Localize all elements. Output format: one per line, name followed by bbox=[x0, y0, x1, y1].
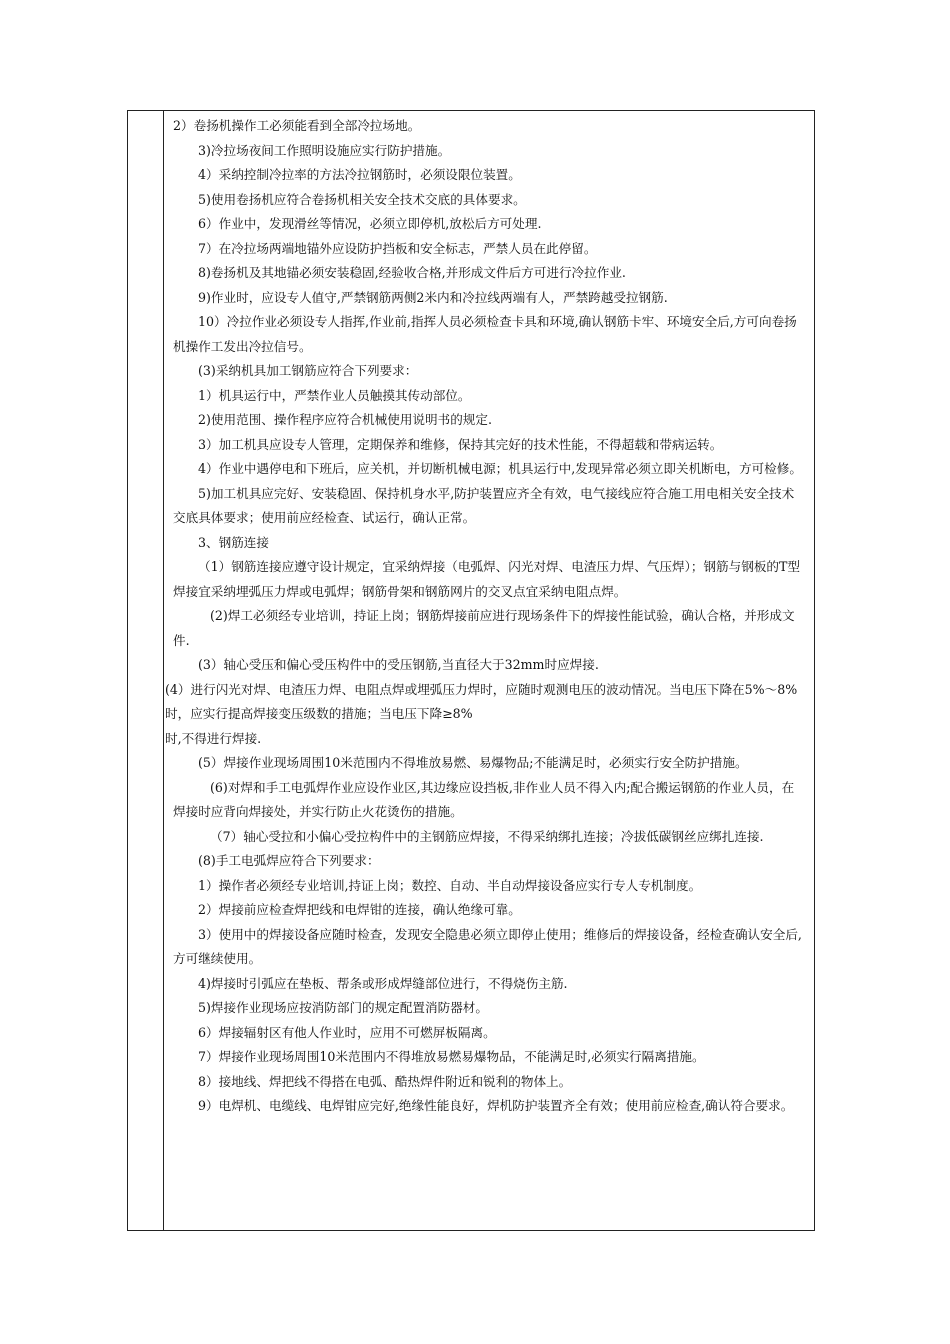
paragraph: 4）作业中遇停电和下班后，应关机，并切断机械电源；机具运行中,发现异常必须立即关机断电，方可检修。 bbox=[198, 461, 802, 476]
paragraph: 5)加工机具应完好、安装稳固、保持机身水平,防护装置应齐全有效，电气接线应符合施工用电相关安全技术交底具体要求；使用前应经检查、试运行，确认正常。 bbox=[173, 485, 795, 525]
left-column bbox=[128, 111, 164, 1230]
paragraph: 10）冷拉作业必须设专人指挥,作业前,指挥人员必须检查卡具和环境,确认钢筋卡牢、环境安全后,方可向卷扬机操作工发出冷拉信号。 bbox=[173, 314, 797, 354]
paragraph: 4)焊接时引弧应在垫板、帮条或形成焊缝部位进行，不得烧伤主筋. bbox=[198, 975, 568, 991]
paragraph: 2)使用范围、操作程序应符合机械使用说明书的规定. bbox=[198, 412, 492, 427]
paragraph: (4）进行闪光对焊、电渣压力焊、电阻点焊或埋弧压力焊时，应随时观测电压的波动情况。当电压下降在5%～8%时，应实行提高焊接变压级数的措施；当电压下降≥8% bbox=[165, 681, 798, 721]
paragraph: (5）焊接作业现场周围10米范围内不得堆放易燃、易爆物品;不能满足时，必须实行安全防护措施。 bbox=[198, 755, 748, 770]
paragraph: 9)作业时，应设专人值守,严禁钢筋两侧2米内和冷拉线两端有人，严禁跨越受拉钢筋. bbox=[198, 289, 668, 305]
paragraph: (3）轴心受压和偏心受压构件中的受压钢筋,当直径大于32mm时应焊接. bbox=[198, 657, 599, 672]
paragraph: （1）钢筋连接应遵守设计规定，宜采纳焊接（电弧焊、闪光对焊、电渣压力焊、气压焊）；钢筋与钢板的T型焊接宜采纳埋弧压力焊或电弧焊；钢筋骨架和钢筋网片的交叉点宜采纳电阻点焊。 bbox=[173, 559, 801, 599]
paragraph: 7）在冷拉场两端地锚外应设防护挡板和安全标志，严禁人员在此停留。 bbox=[198, 240, 597, 256]
paragraph: 8）接地线、焊把线不得搭在电弧、酷热焊件附近和锐利的物体上。 bbox=[198, 1073, 572, 1089]
paragraph: 6）焊接辐射区有他人作业时，应用不可燃屏板隔离。 bbox=[198, 1024, 496, 1040]
paragraph: 2）焊接前应检查焊把线和电焊钳的连接，确认绝缘可靠。 bbox=[198, 902, 521, 917]
paragraph: （7）轴心受拉和小偏心受拉构件中的主钢筋应焊接，不得采纳绑扎连接；冷拔低碳钢丝应绑扎连接. bbox=[210, 828, 764, 844]
paragraph: 6）作业中，发现滑丝等情况，必须立即停机,放松后方可处理. bbox=[198, 216, 542, 231]
paragraph: (6)对焊和手工电弧焊作业应设作业区,其边缘应设挡板,非作业人员不得入内;配合搬运钢筋的作业人员，在焊接时应背向焊接处，并实行防止火花烫伤的措施。 bbox=[173, 779, 795, 819]
paragraph: 5)使用卷扬机应符合卷扬机相关安全技术交底的具体要求。 bbox=[198, 191, 526, 207]
paragraph: 9）电焊机、电缆线、电焊钳应完好,绝缘性能良好，焊机防护装置齐全有效；使用前应检查,确认符合要求。 bbox=[198, 1098, 794, 1113]
paragraph: 1）操作者必须经专业培训,持证上岗；数控、自动、半自动焊接设备应实行专人专机制度。 bbox=[198, 877, 702, 893]
paragraph: 5)焊接作业现场应按消防部门的规定配置消防器材。 bbox=[198, 1000, 488, 1015]
paragraph: 3)冷拉场夜间工作照明设施应实行防护措施。 bbox=[198, 142, 451, 158]
paragraph: (2)焊工必须经专业培训，持证上岗；钢筋焊接前应进行现场条件下的焊接性能试验，确认合格，并形成文件. bbox=[173, 608, 795, 648]
paragraph: 1）机具运行中，严禁作业人员触摸其传动部位。 bbox=[198, 387, 471, 403]
paragraph: 4）采纳控制冷拉率的方法冷拉钢筋时，必须设限位装置。 bbox=[198, 167, 521, 182]
paragraph: 7）焊接作业现场周围10米范围内不得堆放易燃易爆物品，不能满足时,必须实行隔离措施。 bbox=[198, 1049, 705, 1064]
paragraph: 3）使用中的焊接设备应随时检查，发现安全隐患必须立即停止使用；维修后的焊接设备，经检查确认安全后,方可继续使用。 bbox=[173, 926, 802, 966]
paragraph: 8)卷扬机及其地锚必须安装稳固,经验收合格,并形成文件后方可进行冷拉作业. bbox=[198, 265, 626, 280]
paragraph: (3)采纳机具加工钢筋应符合下列要求： bbox=[198, 363, 418, 378]
paragraph: 2）卷扬机操作工必须能看到全部冷拉场地。 bbox=[173, 118, 421, 133]
paragraph: (8)手工电弧焊应符合下列要求： bbox=[198, 853, 380, 868]
paragraph: 3）加工机具应设专人管理，定期保养和维修，保持其完好的技术性能，不得超载和带病运转。 bbox=[198, 436, 723, 452]
section-heading: 3、钢筋连接 bbox=[198, 534, 269, 550]
paragraph: 时,不得进行焊接. bbox=[165, 730, 262, 746]
content-cell bbox=[165, 114, 806, 1119]
document-table bbox=[127, 110, 815, 1231]
